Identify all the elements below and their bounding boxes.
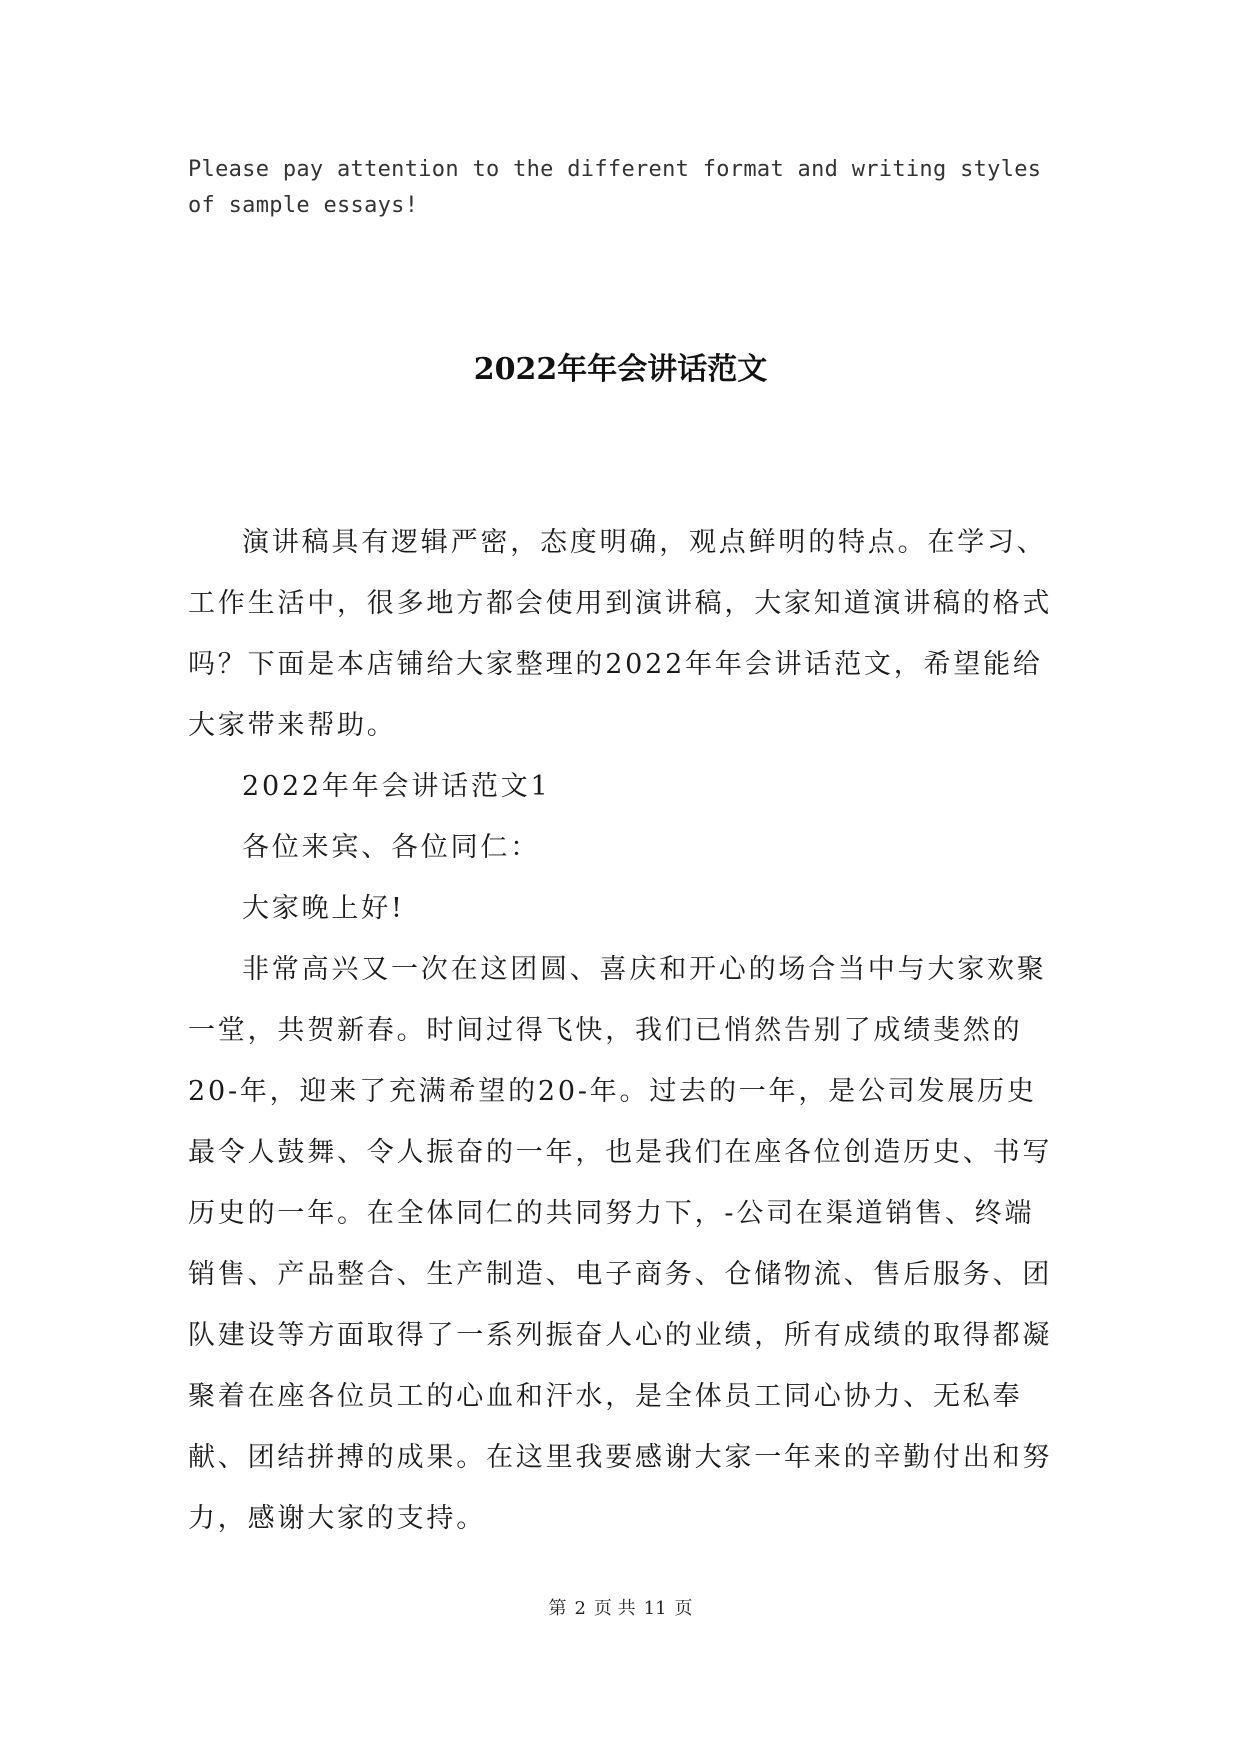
speech-paragraph: 非常高兴又一次在这团圆、喜庆和开心的场合当中与大家欢聚一堂，共贺新春。时间过得飞快，我们已悄然告别了成绩斐然的20-年，迎来了充满希望的20-年。过去的一年，是公司发展历史最令人鼓舞、令人振奋的一年，也是我们在座各位创造历史、书写历史的一年。在全体同仁的共同努力下，-公司在渠道销售、终端销售、产品整合、生产制造、电子商务、仓储物流、售后服务、团队建设等方面取得了一系列振奋人心的业绩，所有成绩的取得都凝聚着在座各位员工的心血和汗水，是全体员工同心协力、无私奉献、团结拼搏的成果。在这里我要感谢大家一年来的辛勤付出和努力，感谢大家的支持。 bbox=[188, 954, 1053, 1534]
section-heading: 2022年年会讲话范文1 bbox=[242, 771, 551, 802]
current-page-number: 2 bbox=[574, 1598, 586, 1619]
footer-suffix: 页 bbox=[674, 1598, 693, 1619]
notice-text: Please pay attention to the different format and writing styles of sample essays! bbox=[188, 157, 1042, 218]
footer-middle: 页 共 bbox=[593, 1598, 636, 1619]
greeting: 大家晚上好! bbox=[242, 893, 405, 924]
intro-paragraph: 演讲稿具有逻辑严密，态度明确，观点鲜明的特点。在学习、工作生活中，很多地方都会使用到演讲稿，大家知道演讲稿的格式吗？下面是本店铺给大家整理的2022年年会讲话范文，希望能给大家带来帮助。 bbox=[188, 527, 1053, 741]
page-footer bbox=[0, 1596, 1241, 1622]
total-pages-number: 11 bbox=[643, 1598, 667, 1619]
footer-prefix: 第 bbox=[548, 1598, 567, 1619]
salutation: 各位来宾、各位同仁： bbox=[242, 832, 540, 863]
document-title: 2022年年会讲话范文 bbox=[473, 352, 768, 387]
document-body bbox=[188, 512, 1053, 1549]
